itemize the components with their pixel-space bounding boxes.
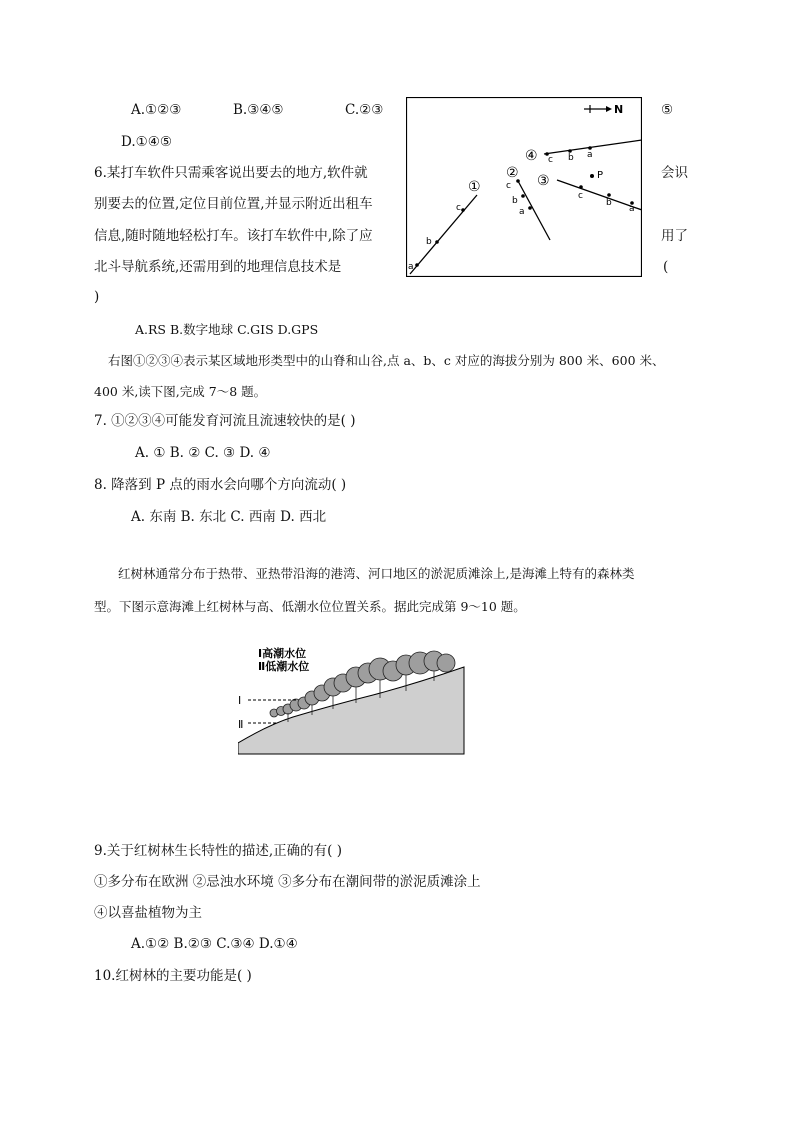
intro-9-10-line-1: 红树林通常分布于热带、亚热带沿海的港湾、河口地区的淤泥质滩涂上,是海滩上特有的森林类 — [118, 566, 635, 581]
q6-line-1: 6.某打车软件只需乘客说出要去的地方,软件就 — [94, 165, 368, 181]
line4-pt-b: b — [568, 153, 574, 163]
north-label: N — [614, 103, 624, 116]
tide-mark-high: Ⅰ — [238, 694, 242, 707]
q6-line-4-tail: ( — [663, 259, 669, 275]
q5-option-c-tail: ⑤ — [661, 102, 674, 118]
figure-frame — [407, 98, 642, 277]
intro-9-10-line-2: 型。下图示意海滩上红树林与高、低潮水位位置关系。据此完成第 9～10 题。 — [94, 599, 526, 614]
line1-pt-b: b — [426, 237, 432, 247]
line4-pt-a: a — [587, 150, 593, 160]
line2-pt-c: c — [506, 181, 511, 191]
line4-pt-c: c — [548, 155, 553, 165]
q9-stem: 9.关于红树林生长特性的描述,正确的有( ) — [94, 843, 342, 859]
q8-options: A. 东南 B. 东北 C. 西南 D. 西北 — [131, 509, 327, 525]
intro-7-8-line-2: 400 米,读下图,完成 7～8 题。 — [94, 384, 267, 399]
q6-line-4: 北斗导航系统,还需用到的地理信息技术是 — [94, 259, 342, 275]
q9-options: A.①② B.②③ C.③④ D.①④ — [131, 936, 298, 952]
line1-pt-c: c — [456, 203, 461, 213]
legend-low-tide: Ⅱ低潮水位 — [258, 660, 310, 673]
label-4: ④ — [525, 148, 538, 164]
line1-pt-a: a — [408, 262, 414, 272]
label-2: ② — [506, 165, 519, 181]
line3-pt-b: b — [606, 198, 612, 208]
q7-stem: 7. ①②③④可能发育河流且流速较快的是( ) — [94, 413, 356, 429]
q6-options: A.RS B.数字地球 C.GIS D.GPS — [135, 322, 319, 337]
q10-stem: 10.红树林的主要功能是( ) — [94, 968, 252, 984]
line2-pt-b: b — [512, 196, 518, 206]
q6-line-2: 别要去的位置,定位目前位置,并显示附近出租车 — [94, 196, 373, 212]
line3-pt-c: c — [578, 191, 583, 201]
q5-option-d: D.①④⑤ — [121, 134, 172, 150]
tide-mark-low: Ⅱ — [238, 718, 244, 731]
q5-option-b: B.③④⑤ — [233, 102, 284, 118]
label-p: P — [597, 170, 604, 181]
terrain-figure — [406, 97, 642, 277]
q5-option-a: A.①②③ — [131, 102, 182, 118]
label-1: ① — [468, 179, 481, 195]
q5-option-c: C.②③ — [345, 102, 384, 118]
q8-stem: 8. 降落到 P 点的雨水会向哪个方向流动( ) — [94, 477, 347, 493]
label-3: ③ — [537, 173, 550, 189]
q6-line-3: 信息,随时随地轻松打车。该打车软件中,除了应 — [94, 228, 373, 244]
line2-pt-a: a — [519, 207, 525, 217]
q7-options: A. ① B. ② C. ③ D. ④ — [135, 445, 271, 461]
q6-line-3-tail: 用了 — [661, 228, 688, 244]
q9-items-line-1: ①多分布在欧洲 ②忌浊水环境 ③多分布在潮间带的淤泥质滩涂上 — [94, 874, 481, 890]
mangrove-figure — [238, 643, 466, 755]
q9-items-line-2: ④以喜盐植物为主 — [94, 905, 202, 921]
intro-7-8-line-1: 右图①②③④表示某区域地形类型中的山脊和山谷,点 a、b、c 对应的海拔分别为 800 米、600 米、 — [108, 353, 665, 368]
line3-pt-a: a — [629, 204, 635, 214]
point-p — [590, 174, 594, 178]
q6-line-5: ) — [94, 289, 100, 305]
q6-line-1-tail: 会识 — [661, 165, 688, 181]
legend-high-tide: Ⅰ高潮水位 — [258, 647, 307, 660]
